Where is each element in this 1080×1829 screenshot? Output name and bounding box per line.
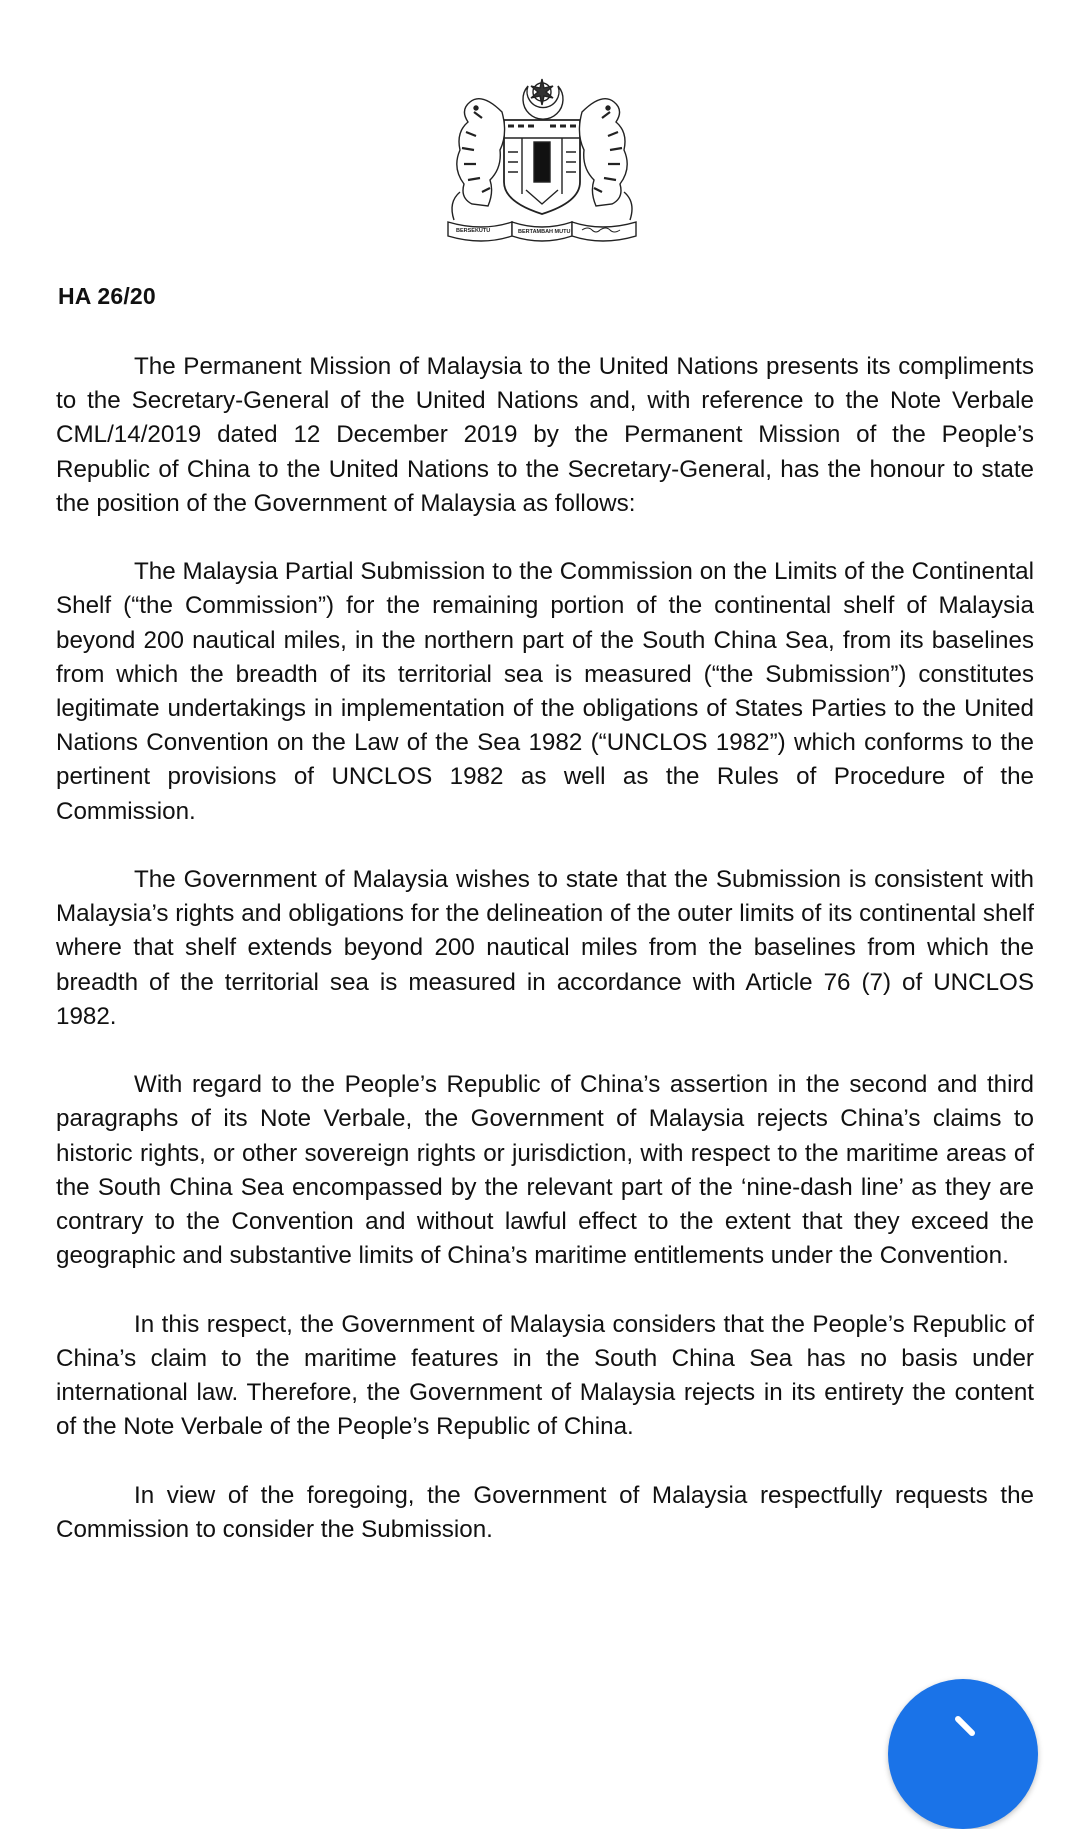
floating-action-button[interactable] bbox=[888, 1679, 1038, 1829]
document-body bbox=[56, 350, 1034, 1581]
crest-motto-left: BERSEKUTU bbox=[456, 228, 491, 234]
paragraph: The Permanent Mission of Malaysia to the United Nations presents its compliments to the Secretary-General of the United Nations and, with reference to the Note Verbale CML/14/2019 dated 12 December 2019 by the Permanent Mission of the People’s Republic of China to the United Nations to the Secretary-General, has the honour to state the position of the Government of Malaysia as follows: bbox=[56, 353, 1034, 517]
chevron-icon bbox=[888, 1679, 1038, 1829]
paragraph: The Malaysia Partial Submission to the Commission on the Limits of the Continental Shelf (“the Commission”) for the remaining portion of the continental shelf of Malaysia beyond 200 nautical miles, in the northern part of the South China Sea, from its baselines from which the breadth of its territorial sea is measured (“the Submission”) constitutes legitimate undertakings in implementation of the obligations of States Parties to the United Nations Convention on the Law of the Sea 1982 (“UNCLOS 1982”) which conforms to the pertinent provisions of UNCLOS 1982 as well as the Rules of Procedure of the Commission. bbox=[56, 558, 1034, 825]
crest-motto-center: BERTAMBAH MUTU bbox=[518, 229, 571, 235]
document-reference: HA 26/20 bbox=[58, 283, 156, 309]
paragraph: With regard to the People’s Republic of China’s assertion in the second and third paragraphs of its Note Verbale, the Government of Malaysia rejects China’s claims to historic rights, or other sovereign rights or jurisdiction, with respect to the maritime areas of the South China Sea encompassed by the relevant part of the ‘nine-dash line’ as they are contrary to the Convention and without lawful effect to the extent that they exceed the geographic and substantive limits of China’s maritime entitlements under the Convention. bbox=[56, 1071, 1034, 1270]
coat-of-arms-icon bbox=[442, 72, 642, 250]
paragraph: In view of the foregoing, the Government of Malaysia respectfully requests the Commission to consider the Submission. bbox=[56, 1481, 1034, 1543]
paragraph: In this respect, the Government of Malaysia considers that the People’s Republic of China’s claim to the maritime features in the South China Sea has no basis under international law. Therefore, the Government of Malaysia rejects in its entirety the content of the Note Verbale of the People’s Republic of China. bbox=[56, 1310, 1034, 1441]
paragraph: The Government of Malaysia wishes to state that the Submission is consistent with Malaysia’s rights and obligations for the delineation of the outer limits of its continental shelf where that shelf extends beyond 200 nautical miles from the baselines from which the breadth of the territorial sea is measured in accordance with Article 76 (7) of UNCLOS 1982. bbox=[56, 866, 1034, 1030]
